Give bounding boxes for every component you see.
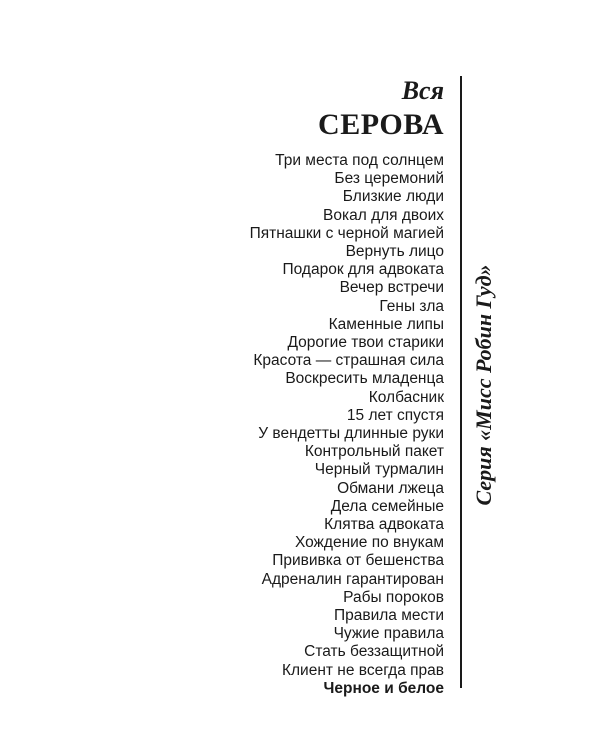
heading [318, 76, 444, 142]
title-item: Клиент не всегда прав [281, 661, 444, 679]
title-item: Клятва адвоката [324, 516, 444, 534]
title-item: Обмани лжеца [337, 479, 444, 497]
title-item: Правила мести [333, 607, 444, 625]
title-item: Черный турмалин [314, 461, 444, 479]
title-item: Хождение по внукам [294, 534, 444, 552]
title-item: Дорогие твои старики [287, 334, 444, 352]
title-item: Пятнашки с черной магией [249, 224, 444, 242]
title-item: Красота — страшная сила [253, 352, 444, 370]
title-item: Без церемоний [334, 170, 444, 188]
series-text: Серия «Мисс Робин Гуд» [471, 264, 496, 506]
title-item: Гены зла [379, 297, 444, 315]
title-item: Адреналин гарантирован [261, 570, 444, 588]
title-item: Три места под солнцем [275, 152, 444, 169]
title-item: Вокал для двоих [323, 206, 444, 224]
title-item: Стать беззащитной [304, 643, 444, 661]
title-item: Дела семейные [330, 497, 444, 515]
title-item: Чужие правила [333, 625, 444, 643]
title-item: Рабы пороков [343, 588, 444, 606]
title-item: У вендетты длинные руки [258, 425, 444, 443]
title-item: Контрольный пакет [304, 443, 444, 461]
title-item: Вечер встречи [339, 279, 444, 297]
title-list [250, 152, 444, 698]
title-item: Близкие люди [342, 188, 444, 206]
title-item: Колбасник [368, 388, 444, 406]
title-item: Подарок для адвоката [282, 261, 444, 279]
title-item-latest: Черное и белое [323, 679, 444, 697]
vertical-divider [460, 76, 462, 688]
title-item: Вернуть лицо [345, 243, 444, 261]
title-item: 15 лет спустя [346, 406, 444, 424]
title-item: Воскресить младенца [285, 370, 444, 388]
title-item: Каменные липы [328, 315, 444, 333]
collection-label: Вся [401, 76, 444, 105]
author-name: СЕРОВА [318, 108, 444, 141]
title-item: Прививка от бешенства [272, 552, 444, 570]
